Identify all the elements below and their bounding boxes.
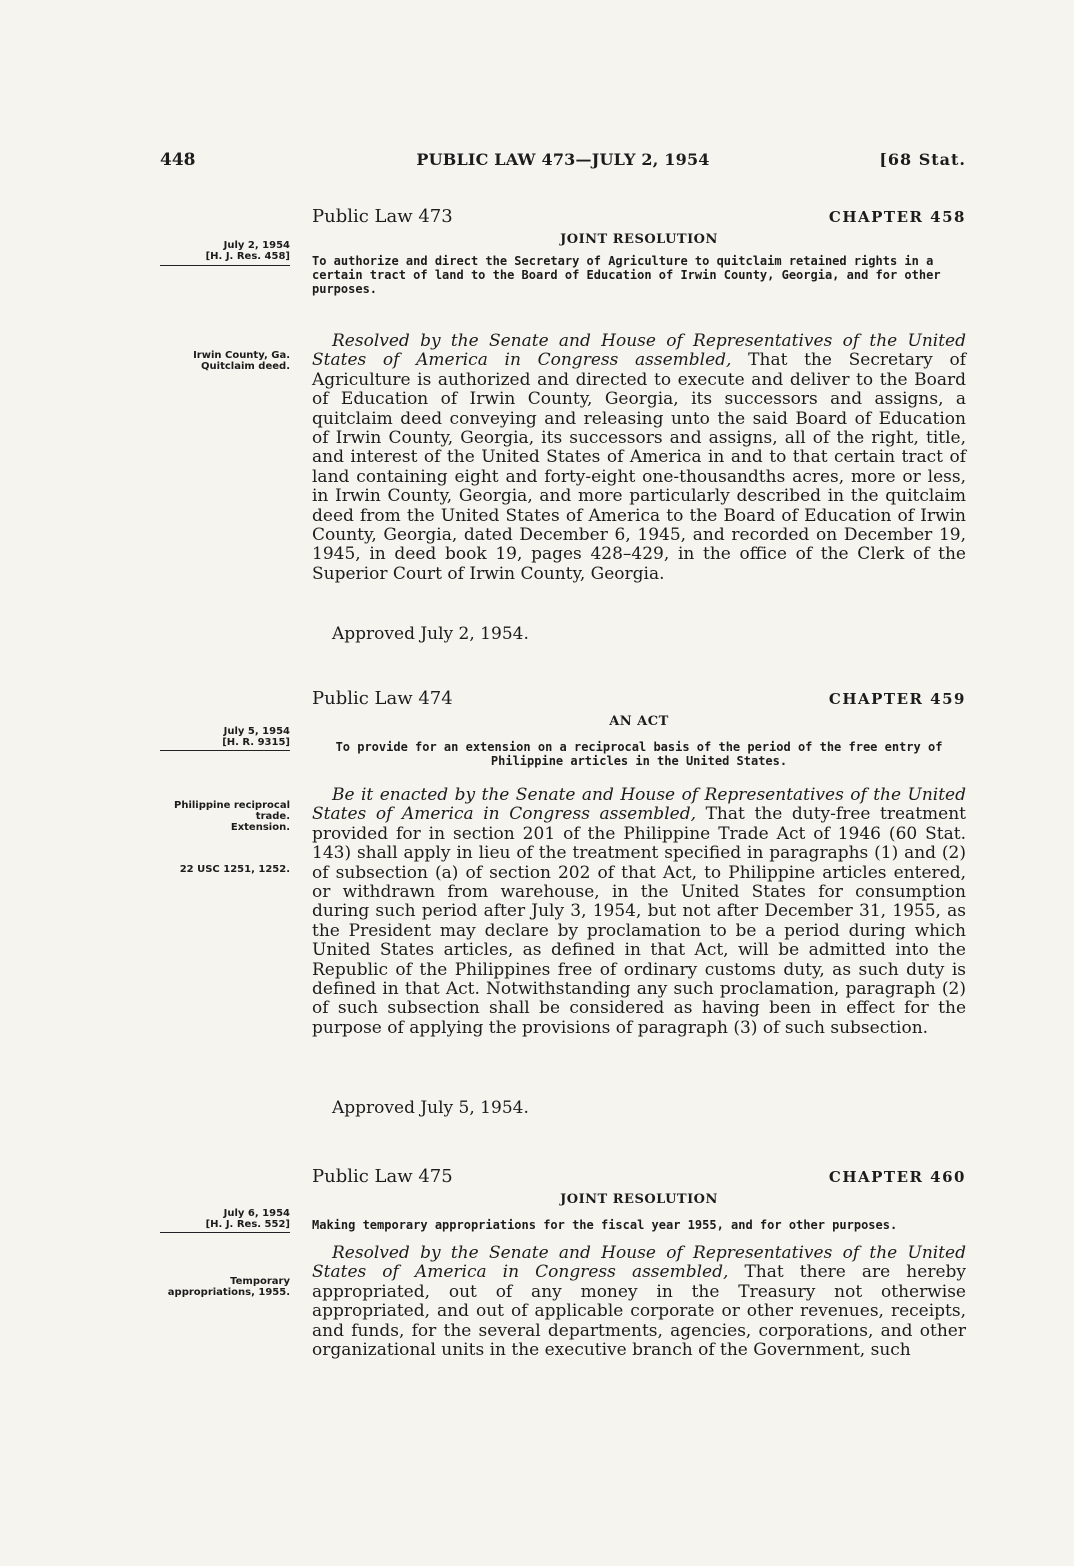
side-note [140,864,290,875]
law-summary: To authorize and direct the Secretary of Agriculture to quitclaim retained rights in a certain tract of land to the Board of Education of Irwin County, Georgia, and for other purposes. [312,254,941,296]
side-note [140,1276,290,1298]
document-type: AN ACT [609,714,669,729]
side-note-text: Irwin County, Ga. [193,350,290,361]
side-note [140,800,290,833]
law-summary: Making temporary appropriations for the fiscal year 1955, and for other purposes. [312,1218,898,1232]
margin-rule [160,265,290,266]
law-body [312,786,966,1038]
date-note [140,726,290,748]
page-header [160,150,966,180]
law-body [312,1244,966,1360]
bill-number: [H. J. Res. 458] [205,251,290,262]
enactment-date: July 2, 1954 [223,240,290,251]
law-title: Public Law 473 [312,206,453,227]
enactment-date: July 5, 1954 [223,726,290,737]
law-title: Public Law 474 [312,688,453,709]
law-summary: To provide for an extension on a reciprocal basis of the period of the free entry of Philippine articles in the United States. [335,740,943,768]
law-body [312,332,966,584]
enactment-date: July 6, 1954 [223,1208,290,1219]
body-text: That the duty-free treatment provided for in section 201 of the Philippine Trade Act of 1946 (60 Stat. 143) shall apply in lieu of the treatment specified in paragraphs (1) and (2) of subsection (a) of section 202 of that Act, to Philippine articles entered, or withdrawn from warehouse, in the United States for consumption during such period after July 3, 1954, but not after December 31, 1955, as the President may declare by proclamation to be a period during which United States articles, as defined in that Act, will be admitted into the Republic of the Philippines free of ordinary customs duty, as such duty is defined in that Act. Notwithstanding any such proclamation, paragraph (2) of such subsection shall be considered as having been in effect for the purpose of applying the provisions of paragraph (3) of such subsection. [312,804,966,1038]
document-type: JOINT RESOLUTION [560,232,718,247]
volume-citation: [68 Stat. [879,150,966,169]
document-type: JOINT RESOLUTION [560,1192,718,1207]
law-473-heading [312,206,966,230]
body-text: That there are hereby appropriated, out of any money in the Treasury not otherwise appropriated, and out of applicable corporate or other revenues, receipts, and funds, for the several departments, agencies, corporations, and other organizational units in the executive branch of the Government, such [312,1262,966,1361]
enacting-clause: Be it enacted by the Senate and House of Representatives of the United States of America in Congress assembled, [312,785,966,825]
date-note [140,1208,290,1230]
date-note [140,240,290,262]
approval-line: Approved July 5, 1954. [332,1098,529,1118]
bill-number: [H. R. 9315] [222,737,290,748]
side-note-text: Quitclaim deed. [201,361,290,372]
bill-number: [H. J. Res. 552] [205,1219,290,1230]
chapter-label: CHAPTER 459 [828,690,966,708]
enacting-clause: Resolved by the Senate and House of Representatives of the United States of America in Congress assembled, [312,331,966,371]
law-475-heading [312,1166,966,1190]
margin-rule [160,750,290,751]
side-note [140,350,290,372]
side-note-text: Temporary appropriations, 1955. [167,1276,290,1298]
side-note-text: 22 USC 1251, 1252. [179,864,290,875]
body-text: That the Secretary of Agriculture is authorized and directed to execute and deliver to the Board of Education of Irwin County, Georgia, its successors and assigns, a quitclaim deed conveying and releasing unto the said Board of Education of Irwin County, Georgia, its successors and assigns, all of the right, title, and interest of the United States of America in and to that certain tract of land containing eight and forty-eight one-thousandths acres, more or less, in Irwin County, Georgia, and more particularly described in the quitclaim deed from the United States of America to the Board of Education of Irwin County, Georgia, dated December 6, 1945, and recorded on December 19, 1945, in deed book 19, pages 428–429, in the office of the Clerk of the Superior Court of Irwin County, Georgia. [312,350,966,584]
enacting-clause: Resolved by the Senate and House of Representatives of the United States of America in Congress assembled, [312,1243,966,1283]
chapter-label: CHAPTER 460 [828,1168,966,1186]
side-note-text: Philippine reciprocal trade. [174,800,290,822]
side-note-text: Extension. [230,822,290,833]
chapter-label: CHAPTER 458 [828,208,966,226]
running-title: PUBLIC LAW 473—JULY 2, 1954 [416,150,710,169]
law-474-heading [312,688,966,712]
approval-line: Approved July 2, 1954. [332,624,529,644]
page-number: 448 [160,150,196,170]
margin-rule [160,1232,290,1233]
law-title: Public Law 475 [312,1166,453,1187]
